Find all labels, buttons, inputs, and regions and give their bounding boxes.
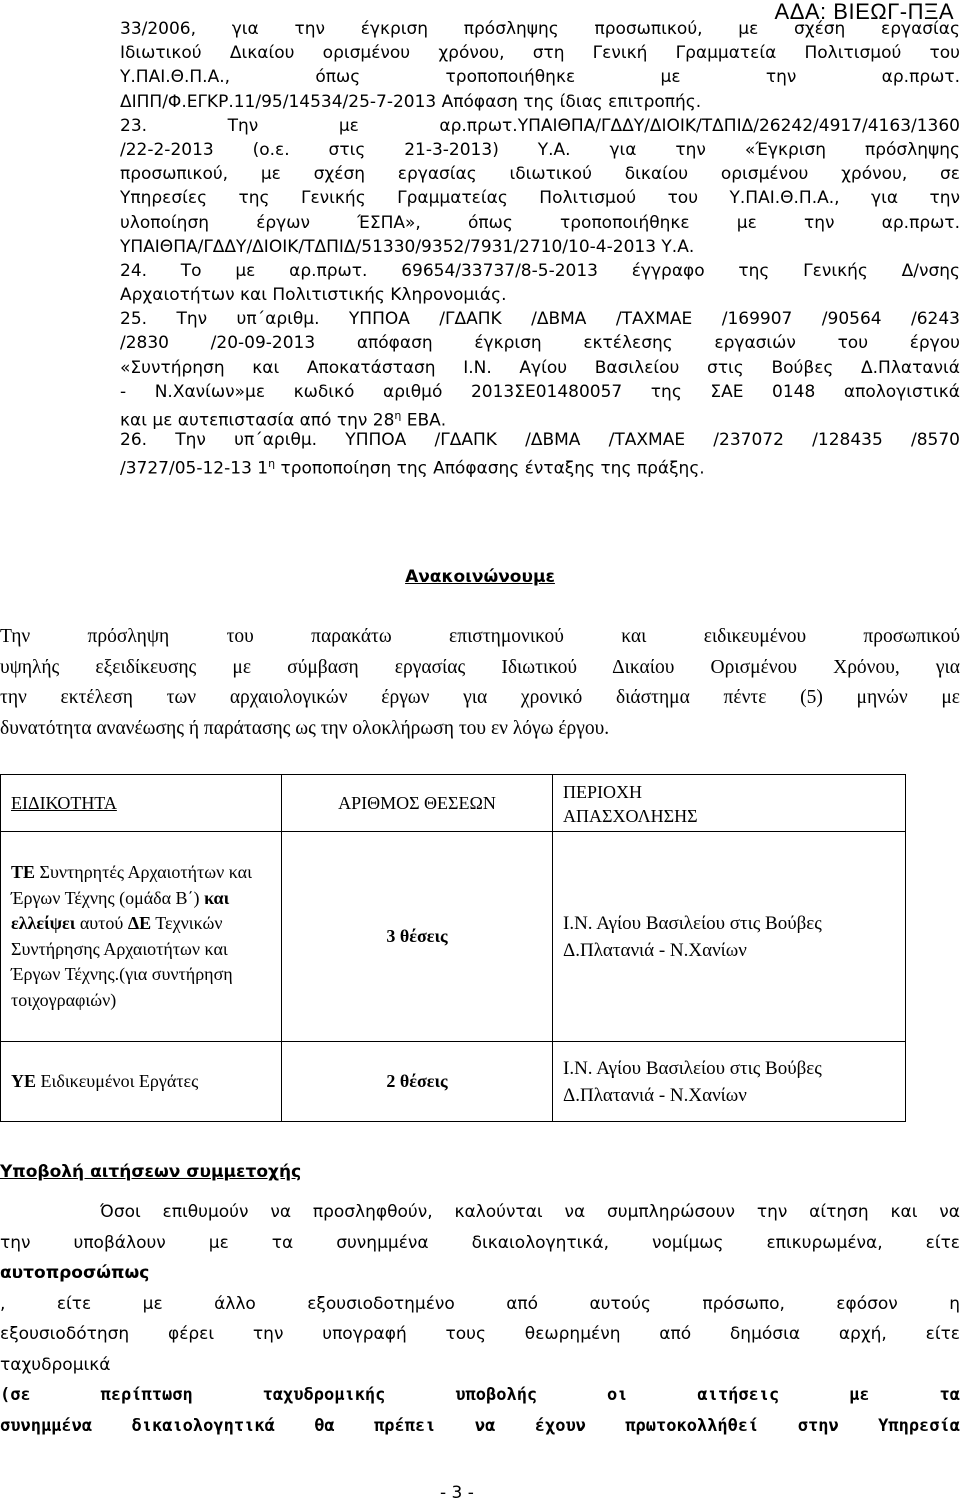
reference-line: 23. Την με αρ.πρωτ.ΥΠΑΙΘΠΑ/ΓΔΔΥ/ΔΙΟΙΚ/ΤΔΠΙΔ/26242/4917/4163/1360 — [120, 115, 960, 136]
reference-line: ΔΙΠΠ/Φ.ΕΓΚΡ.11/95/14534/25-7-2013 Απόφαση της ίδιας επιτροπής. — [120, 91, 702, 112]
reference-text: και με αυτεπιστασία από την 28 — [120, 410, 395, 431]
intro-line: Την πρόσληψη του παρακάτω επιστημονικού και ειδικευμένου προσωπικού — [0, 626, 960, 647]
submission-paragraph — [0, 1197, 960, 1441]
reference-line: προσωπικού, με σχέση εργασίας ιδιωτικού δικαίου ορισμένου χρόνου, σε — [120, 164, 960, 185]
reference-line: 26. Την υπ΄αριθμ. ΥΠΠΟΑ /ΓΔΑΠΚ /ΔΒΜΑ /ΤΑΧΜΑΕ /237072 /128435 /8570 — [120, 430, 960, 451]
reference-line: /2830 /20-09-2013 απόφαση έγκριση εκτέλεσης εργασιών του έργου — [120, 333, 960, 354]
intro-line: την εκτέλεση των αρχαιολογικών έργων για χρονικό διάστημα πέντε (5) μηνών με — [0, 687, 960, 708]
submission-line: συνημμένα δικαιολογητικά θα πρέπει να έχουν πρωτοκολλήθεί στην Υπηρεσία — [0, 1415, 960, 1436]
superscript: η — [268, 457, 276, 471]
reference-line: - Ν.Χανίων»με κωδικό αριθμό 2013ΣΕ01480057 της ΣΑΕ 0148 απολογιστικά — [120, 381, 960, 402]
ye-text: Ειδικευμένοι Εργάτες — [36, 1071, 199, 1091]
reference-line: 33/2006, για την έγκριση πρόσληψης προσωπικού, με σχέση εργασίας — [120, 19, 960, 39]
autou-text: αυτού — [75, 913, 124, 933]
page-number: - 3 - — [440, 1483, 474, 1503]
in-person-label: αυτοπροσώπως — [0, 1263, 150, 1283]
positions-cell: 2 θέσεις — [282, 1042, 553, 1122]
reference-line: Υπηρεσίες της Γενικής Γραμματείας Πολιτισμού του Υ.ΠΑΙ.Θ.Π.Α., για την — [120, 188, 960, 209]
superscript: η — [394, 409, 402, 422]
reference-text: τροποποίηση της Απόφασης ένταξης της πράξης. — [275, 459, 705, 480]
specialty-cell — [1, 1042, 282, 1122]
reference-line — [120, 404, 960, 431]
reference-text: ΕΒΑ. — [401, 410, 447, 431]
table-row — [1, 1042, 906, 1122]
de-text: Τεχνικών Συντήρησης Αρχαιοτήτων και Έργων Τέχνης.(για συντήρηση τοιχογραφιών) — [11, 913, 233, 1010]
reference-line: 24. Το με αρ.πρωτ. 69654/33737/8-5-2013 έγγραφο της Γενικής Δ/νσης — [120, 260, 960, 281]
submission-line — [0, 1258, 960, 1319]
submission-text: ταχυδρομικά — [0, 1354, 111, 1375]
submission-line: Όσοι επιθυμούν να προσληφθούν, καλούνται να συμπληρώσουν την αίτηση και να — [100, 1202, 960, 1222]
submission-heading: Υποβολή αιτήσεων συμμετοχής — [0, 1162, 302, 1182]
reference-line: «Συντήρηση και Αποκατάσταση Ι.Ν. Αγίου Βασιλείου στις Βούβες Δ.Πλατανιά — [120, 357, 960, 378]
reference-line: Αρχαιοτήτων και Πολιτιστικής Κληρονομιάς. — [120, 285, 507, 306]
te-text: Συντηρητές Αρχαιοτήτων και Έργων Τέχνης (ομάδα Β΄) — [11, 862, 252, 908]
references-block — [120, 17, 960, 480]
reference-line: ΥΠΑΙΘΠΑ/ΓΔΔΥ/ΔΙΟΙΚ/ΤΔΠΙΔ/51330/9352/7931/2710/10-4-2013 Υ.Α. — [120, 236, 695, 257]
reference-line: Ιδιωτικού Δικαίου ορισμένου χρόνου, στη Γενική Γραμματεία Πολιτισμού του — [120, 43, 960, 64]
table-header-row — [1, 775, 906, 832]
header-specialty: ΕΙΔΙΚΟΤΗΤΑ — [1, 775, 282, 832]
ada-code: ΑΔΑ: ΒΙΕΩΓ-ΠΞΑ — [774, 0, 954, 24]
submission-line: εξουσιοδότηση φέρει την υπογραφή τους θεωρημένη από δημόσια αρχή, είτε — [0, 1324, 960, 1344]
intro-line: δυνατότητα ανανέωσης ή παράτασης ως την ολοκλήρωση του εν λόγω έργου. — [0, 717, 610, 739]
and-label: και — [204, 887, 230, 908]
specialty-cell — [1, 832, 282, 1042]
submission-line: την υποβάλουν με τα συνημμένα δικαιολογητικά, νομίμως επικυρωμένα, είτε — [0, 1232, 960, 1253]
de-label: ΔΕ — [127, 913, 152, 933]
area-cell: Ι.Ν. Αγίου Βασιλείου στις Βούβες Δ.Πλατανιά - Ν.Χανίων — [553, 1042, 906, 1122]
reference-line: Υ.ΠΑΙ.Θ.Π.Α., όπως τροποποιήθηκε με την αρ.πρωτ. — [120, 67, 960, 88]
header-area: ΠΕΡΙΟΧΗ ΑΠΑΣΧΟΛΗΣΗΣ — [553, 775, 906, 832]
ye-label: ΥΕ — [11, 1071, 37, 1091]
intro-line: υψηλής εξειδίκευσης με σύμβαση εργασίας Ιδιωτικού Δικαίου Ορισμένου Χρόνου, για — [0, 656, 960, 678]
reference-line: /22-2-2013 (ο.ε. στις 21-3-2013) Υ.Α. για την «Έγκριση πρόσληψης — [120, 139, 960, 160]
submission-line — [0, 1350, 960, 1411]
reference-line — [120, 452, 960, 480]
reference-line: 25. Την υπ΄αριθμ. ΥΠΠΟΑ /ΓΔΑΠΚ /ΔΒΜΑ /ΤΑΧΜΑΕ /169907 /90564 /6243 — [120, 309, 960, 330]
reference-text: /3727/05-12-13 1 — [120, 459, 269, 480]
table-row — [1, 832, 906, 1042]
announce-heading: Ανακοινώνουμε — [405, 567, 555, 587]
te-label: ΤΕ — [11, 862, 36, 882]
postal-note: (σε περίπτωση ταχυδρομικής υποβολής οι αιτήσεις με τα — [0, 1385, 960, 1405]
positions-table — [0, 774, 906, 1122]
area-cell: Ι.Ν. Αγίου Βασιλείου στις Βούβες Δ.Πλατανιά - Ν.Χανίων — [553, 832, 906, 1042]
elleipsei-label: ελλείψει — [11, 913, 76, 933]
positions-cell: 3 θέσεις — [282, 832, 553, 1042]
header-positions: ΑΡΙΘΜΟΣ ΘΕΣΕΩΝ — [282, 775, 553, 832]
reference-line: υλοποίηση έργων ΈΣΠΑ», όπως τροποποιήθηκε με την αρ.πρωτ. — [120, 212, 960, 233]
intro-paragraph — [0, 622, 960, 744]
submission-text: , είτε με άλλο εξουσιοδοτημένο από αυτούς πρόσωπο, εφόσον η — [0, 1293, 960, 1314]
